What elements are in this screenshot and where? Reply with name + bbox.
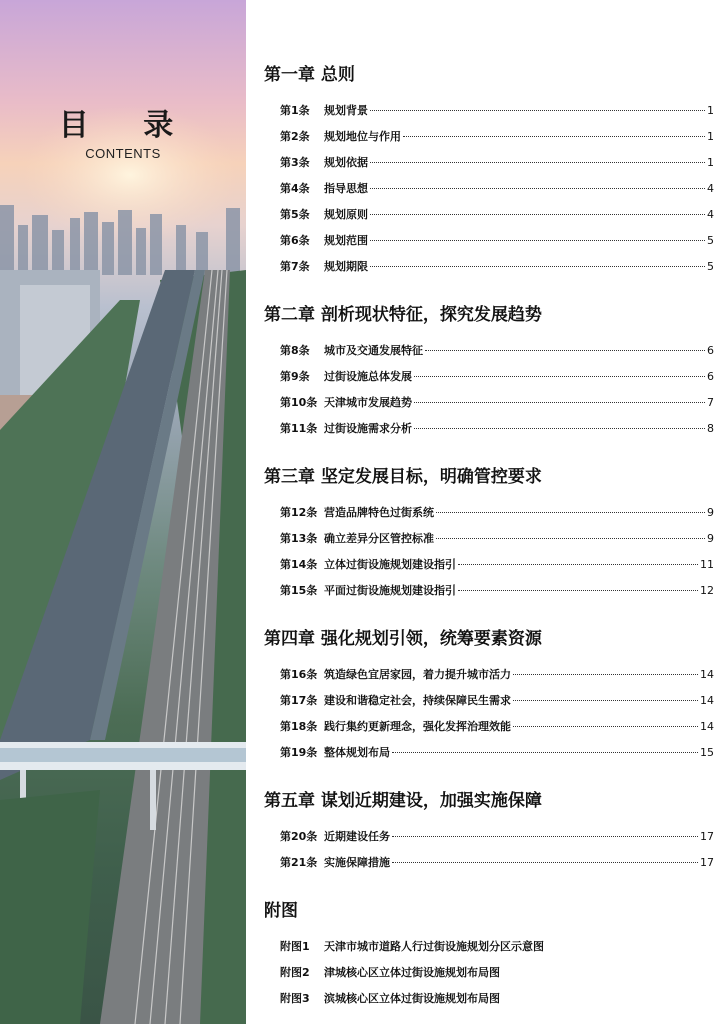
entry-page: 11 (700, 558, 714, 571)
leader-dots (392, 836, 698, 837)
entry-page: 14 (700, 720, 714, 733)
leader-dots (513, 674, 698, 675)
chapter-1-entries (264, 98, 714, 280)
leader-dots (414, 376, 705, 377)
entry-page: 15 (700, 746, 714, 759)
chapter-2-title: 第二章 剖析现状特征，探究发展趋势 (264, 305, 542, 325)
entry-num: 第5条 (280, 208, 310, 221)
toc-entry[interactable] (280, 740, 714, 766)
entry-text: 建设和谐稳定社会，持续保障民生需求 (324, 694, 511, 707)
entry-num: 第10条 (280, 396, 318, 409)
chapter-3-entries (264, 500, 714, 604)
entry-page: 6 (707, 370, 714, 383)
entry-num: 第19条 (280, 746, 318, 759)
toc-entry[interactable] (280, 124, 714, 150)
entry-text: 规划地位与作用 (324, 130, 401, 143)
chapter-5-entries (264, 824, 714, 876)
table-of-contents (264, 62, 714, 1012)
entry-num: 第21条 (280, 856, 318, 869)
entry-text: 天津城市发展趋势 (324, 396, 412, 409)
entry-text: 滨城核心区立体过街设施规划布局图 (324, 992, 500, 1005)
entry-text: 天津市城市道路人行过街设施规划分区示意图 (324, 940, 544, 953)
toc-entry[interactable] (280, 390, 714, 416)
entry-num: 第13条 (280, 532, 318, 545)
chapter-3-title: 第三章 坚定发展目标，明确管控要求 (264, 467, 542, 487)
leader-dots (414, 428, 705, 429)
entry-page: 5 (707, 260, 714, 273)
entry-page: 6 (707, 344, 714, 357)
entry-num: 第15条 (280, 584, 318, 597)
entry-num: 第9条 (280, 370, 310, 383)
entry-num: 附图1 (280, 940, 310, 953)
toc-entry[interactable] (280, 228, 714, 254)
entry-text: 规划背景 (324, 104, 368, 117)
entry-num: 第16条 (280, 668, 318, 681)
appendix-entry[interactable] (280, 934, 714, 960)
leader-dots (436, 538, 705, 539)
leader-dots (370, 162, 705, 163)
entry-page: 4 (707, 182, 714, 195)
entry-text: 过街设施需求分析 (324, 422, 412, 435)
entry-text: 实施保障措施 (324, 856, 390, 869)
cover-subtitle: CONTENTS (85, 146, 161, 161)
entry-text: 规划原则 (324, 208, 368, 221)
entry-page: 9 (707, 532, 714, 545)
entry-page: 7 (707, 396, 714, 409)
leader-dots (458, 590, 698, 591)
cover-photo (0, 0, 246, 1024)
entry-page: 1 (707, 156, 714, 169)
entry-num: 第4条 (280, 182, 310, 195)
entry-num: 附图3 (280, 992, 310, 1005)
leader-dots (414, 402, 705, 403)
entry-num: 第6条 (280, 234, 310, 247)
entry-text: 规划依据 (324, 156, 368, 169)
entry-text: 规划范围 (324, 234, 368, 247)
entry-num: 第18条 (280, 720, 318, 733)
toc-entry[interactable] (280, 526, 714, 552)
entry-text: 过街设施总体发展 (324, 370, 412, 383)
toc-entry[interactable] (280, 824, 714, 850)
toc-entry[interactable] (280, 714, 714, 740)
entry-text: 筑造绿色宜居家园，着力提升城市活力 (324, 668, 511, 681)
chapter-1-title: 第一章 总则 (264, 65, 355, 85)
leader-dots (436, 512, 705, 513)
toc-entry[interactable] (280, 552, 714, 578)
leader-dots (403, 136, 705, 137)
entry-text: 城市及交通发展特征 (324, 344, 423, 357)
chapter-4-title: 第四章 强化规划引领，统筹要素资源 (264, 629, 542, 649)
entry-num: 第17条 (280, 694, 318, 707)
entry-num: 第1条 (280, 104, 310, 117)
toc-entry[interactable] (280, 254, 714, 280)
entry-num: 第20条 (280, 830, 318, 843)
entry-page: 17 (700, 856, 714, 869)
leader-dots (513, 726, 698, 727)
toc-entry[interactable] (280, 662, 714, 688)
leader-dots (370, 214, 705, 215)
entry-page: 5 (707, 234, 714, 247)
toc-entry[interactable] (280, 98, 714, 124)
entry-num: 第7条 (280, 260, 310, 273)
leader-dots (425, 350, 705, 351)
leader-dots (458, 564, 698, 565)
entry-text: 营造品牌特色过街系统 (324, 506, 434, 519)
entry-text: 确立差异分区管控标准 (324, 532, 434, 545)
toc-entry[interactable] (280, 500, 714, 526)
entry-page: 14 (700, 694, 714, 707)
entry-page: 1 (707, 130, 714, 143)
entry-text: 整体规划布局 (324, 746, 390, 759)
entry-page: 9 (707, 506, 714, 519)
appendix-entry[interactable] (280, 986, 714, 1012)
entry-num: 附图2 (280, 966, 310, 979)
toc-entry[interactable] (280, 850, 714, 876)
leader-dots (513, 700, 698, 701)
toc-entry[interactable] (280, 578, 714, 604)
entry-page: 14 (700, 668, 714, 681)
entry-num: 第12条 (280, 506, 318, 519)
entry-page: 17 (700, 830, 714, 843)
toc-entry[interactable] (280, 176, 714, 202)
leader-dots (392, 862, 698, 863)
leader-dots (392, 752, 698, 753)
toc-entry[interactable] (280, 150, 714, 176)
toc-entry[interactable] (280, 416, 714, 442)
entry-text: 津城核心区立体过街设施规划布局图 (324, 966, 500, 979)
chapter-4-entries (264, 662, 714, 766)
entry-text: 立体过街设施规划建设指引 (324, 558, 456, 571)
appendix-title: 附图 (264, 901, 298, 921)
entry-page: 8 (707, 422, 714, 435)
entry-num: 第3条 (280, 156, 310, 169)
leader-dots (370, 240, 705, 241)
entry-text: 践行集约更新理念，强化发挥治理效能 (324, 720, 511, 733)
chapter-2-entries (264, 338, 714, 442)
toc-entry[interactable] (280, 688, 714, 714)
entry-num: 第8条 (280, 344, 310, 357)
entry-num: 第14条 (280, 558, 318, 571)
toc-entry[interactable] (280, 202, 714, 228)
entry-text: 规划期限 (324, 260, 368, 273)
chapter-5-title: 第五章 谋划近期建设，加强实施保障 (264, 791, 542, 811)
leader-dots (370, 188, 705, 189)
entry-num: 第2条 (280, 130, 310, 143)
leader-dots (370, 110, 705, 111)
entry-page: 12 (700, 584, 714, 597)
leader-dots (370, 266, 705, 267)
entry-text: 平面过街设施规划建设指引 (324, 584, 456, 597)
entry-page: 4 (707, 208, 714, 221)
appendix-entry[interactable] (280, 960, 714, 986)
toc-entry[interactable] (280, 364, 714, 390)
entry-num: 第11条 (280, 422, 318, 435)
entry-page: 1 (707, 104, 714, 117)
toc-entry[interactable] (280, 338, 714, 364)
appendix-entries (264, 934, 714, 1012)
entry-text: 近期建设任务 (324, 830, 390, 843)
entry-text: 指导思想 (324, 182, 368, 195)
cover-title: 目 录 (58, 108, 196, 143)
